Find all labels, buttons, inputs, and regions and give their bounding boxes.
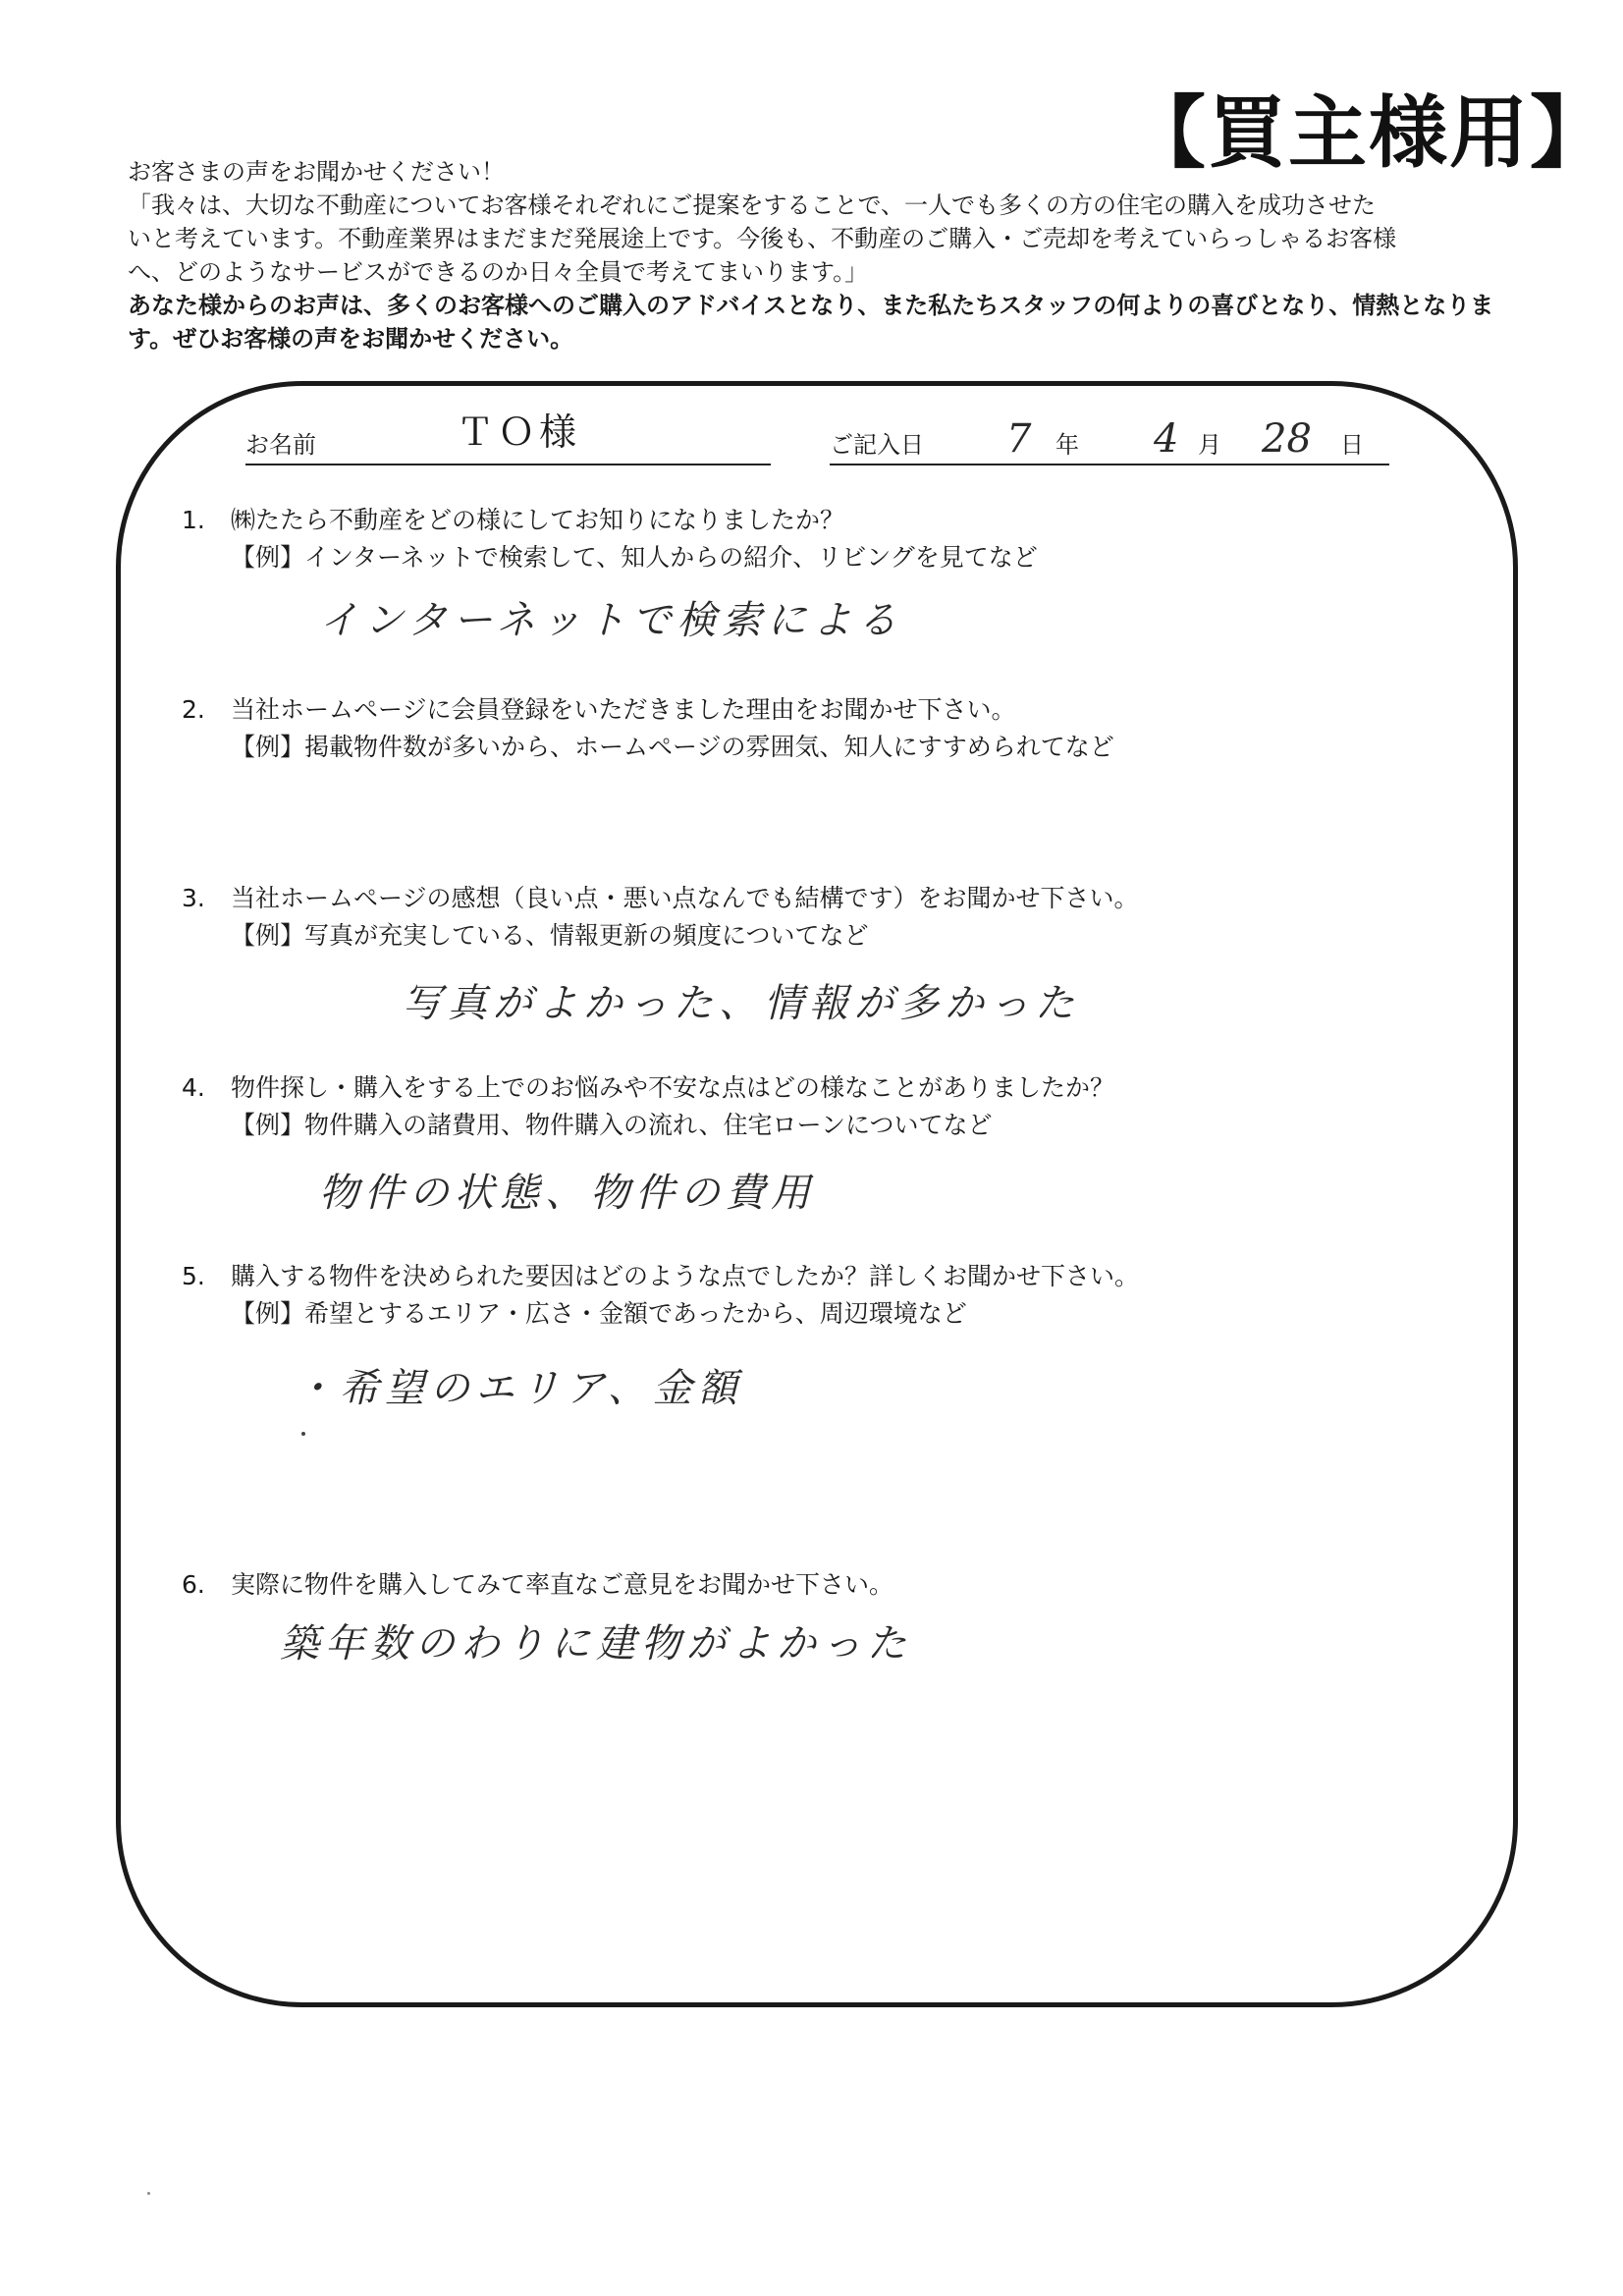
answer-6[interactable]: 築年数のわりに建物がよかった (280, 1621, 912, 1667)
question-2 (182, 690, 1016, 726)
intro-line-bold: あなた様からのお声は、多くのお客様へのご購入のアドバイスとなり、また私たちスタッフの何よりの喜びとなり、情熱となりま (128, 292, 1494, 319)
question-number: 4. (182, 1073, 205, 1102)
question-4 (182, 1068, 1114, 1104)
month-unit: 月 (1198, 431, 1221, 459)
question-text: 実際に物件を購入してみて率直なご意見をお聞かせ下さい。 (231, 1570, 894, 1599)
intro-line: 「我々は、大切な不動産についてお客様それぞれにご提案をすることで、一人でも多くの方の住宅の購入を成功させた (128, 191, 1377, 219)
question-1 (182, 501, 844, 536)
name-label: お名前 (245, 431, 316, 459)
answer-3[interactable]: 写真がよかった、情報が多かった (403, 981, 1080, 1026)
question-number: 1. (182, 506, 205, 534)
day-unit: 日 (1340, 431, 1364, 459)
date-label: ご記入日 (830, 431, 924, 459)
intro-line: いと考えています。不動産業界はまだまだ発展途上です。今後も、不動産のご購入・ご売却を考えていらっしゃるお客様 (128, 225, 1397, 252)
question-number: 6. (182, 1570, 205, 1599)
intro-line: へ、どのようなサービスができるのか日々全員で考えてまいります。」 (128, 258, 869, 286)
question-number: 2. (182, 695, 205, 724)
intro-text (128, 155, 1502, 355)
example-2: 【例】掲載物件数が多いから、ホームページの雰囲気、知人にすすめられてなど (231, 733, 1114, 761)
question-number: 5. (182, 1262, 205, 1290)
pen-mark (301, 1432, 305, 1436)
question-text: 物件探し・購入をする上でのお悩みや不安な点はどの様なことがありましたか？ (231, 1073, 1115, 1102)
question-3 (182, 879, 1139, 914)
page-label: 【買主様用】 (1127, 87, 1610, 179)
question-text: ㈱たたら不動産をどの様にしてお知りになりましたか？ (231, 506, 845, 534)
year-unit: 年 (1055, 431, 1079, 459)
name-field[interactable] (245, 412, 771, 465)
month-value: 4 (1154, 416, 1179, 462)
day-value: 28 (1262, 416, 1312, 462)
intro-line-bold: す。ぜひお客様の声をお聞かせください。 (128, 325, 574, 353)
year-value: 7 (1006, 416, 1032, 462)
example-3: 【例】写真が充実している、情報更新の頻度についてなど (231, 921, 869, 950)
name-value: ＴＯ様 (457, 410, 581, 454)
question-6 (182, 1565, 893, 1601)
question-5 (182, 1257, 1139, 1292)
date-field[interactable] (830, 412, 1389, 465)
answer-4[interactable]: 物件の状態、物件の費用 (319, 1171, 816, 1216)
answer-1[interactable]: インターネットで検索による (319, 598, 903, 643)
question-number: 3. (182, 884, 205, 912)
question-text: 購入する物件を決められた要因はどのような点でしたか？詳しくお聞かせ下さい。 (231, 1262, 1140, 1290)
scan-speck (147, 2192, 150, 2195)
example-5: 【例】希望とするエリア・広さ・金額であったから、周辺環境など (231, 1299, 967, 1328)
question-text: 当社ホームページの感想（良い点・悪い点なんでも結構です）をお聞かせ下さい。 (231, 884, 1139, 912)
example-1: 【例】インターネットで検索して、知人からの紹介、リビングを見てなど (231, 543, 1038, 572)
intro-line: お客さまの声をお聞かせください！ (128, 158, 505, 186)
answer-5[interactable]: ・希望のエリア、金額 (295, 1366, 743, 1411)
example-4: 【例】物件購入の諸費用、物件購入の流れ、住宅ローンについてなど (231, 1111, 993, 1139)
question-text: 当社ホームページに会員登録をいただきました理由をお聞かせ下さい。 (231, 695, 1016, 724)
